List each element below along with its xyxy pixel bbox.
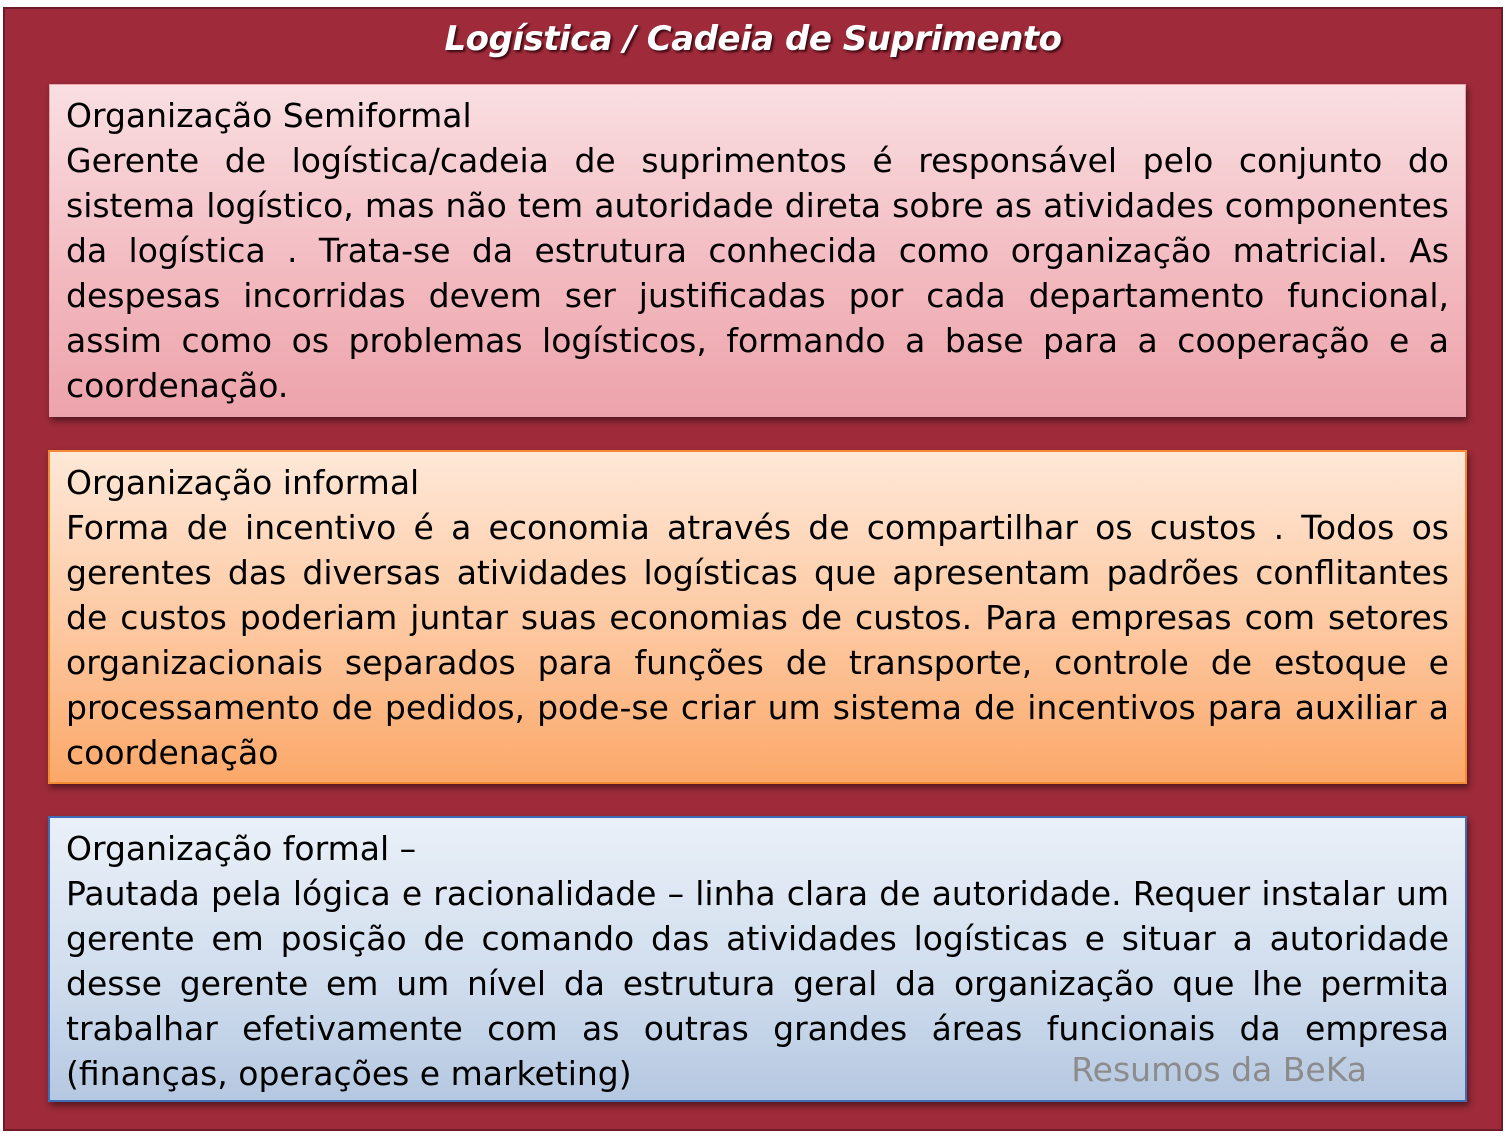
slide-frame [3, 7, 1503, 1131]
card-semiformal-organization [49, 84, 1466, 417]
slide-title: Logística / Cadeia de Suprimento [444, 19, 1062, 59]
card-heading: Organização informal [66, 463, 420, 502]
card-heading: Organização Semiformal [66, 96, 472, 135]
card-formal-organization [48, 816, 1467, 1102]
card-body: Forma de incentivo é a economia através de compartilhar os custos . Todos os gerentes das diversas atividades logísticas que apresentam padrões conflitantes de custos poderiam juntar suas economias de custos. Para empresas com setores organizacionais separados para funções de transporte, controle de estoque e processamento de pedidos, pode-se criar um sistema de incentivos para auxiliar a coordenação [66, 508, 1449, 772]
card-heading: Organização formal – [66, 829, 417, 868]
card-body: Gerente de logística/cadeia de suprimentos é responsável pelo conjunto do sistema logístico, mas não tem autoridade direta sobre as atividades componentes da logística . Trata-se da estrutura conhecida como organização matricial. As despesas incorridas devem ser justificadas por cada departamento funcional, assim como os problemas logísticos, formando a base para a cooperação e a coordenação. [66, 141, 1449, 405]
card-body: Pautada pela lógica e racionalidade – linha clara de autoridade. Requer instalar um gerente em posição de comando das atividades logísticas e situar a autoridade desse gerente em um nível da estrutura geral da organização que lhe permita trabalhar efetivamente com as outras grandes áreas funcionais da empresa (finanças, operações e marketing) [66, 874, 1449, 1093]
card-informal-organization [48, 450, 1467, 784]
author-signature: Resumos da BeKa [1071, 1050, 1367, 1089]
